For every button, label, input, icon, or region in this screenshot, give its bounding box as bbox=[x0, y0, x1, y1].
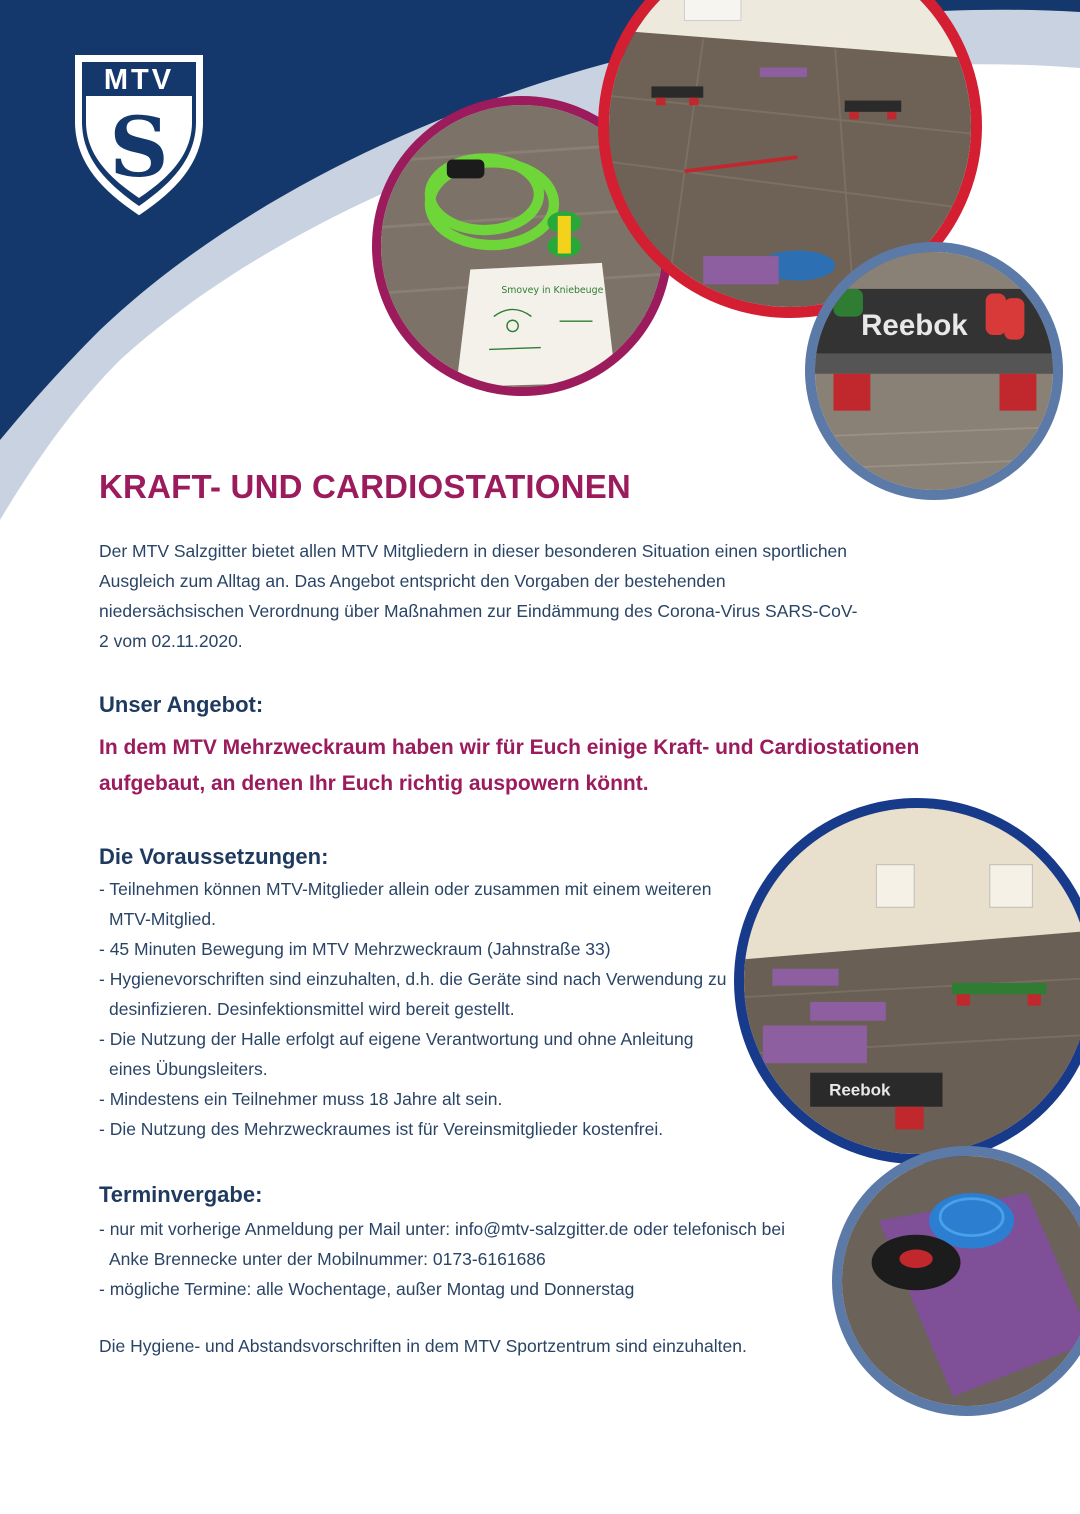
step-brand-text: Reebok bbox=[861, 309, 968, 343]
logo-text: MTV bbox=[103, 64, 175, 96]
requirements-heading: Die Voraussetzungen: bbox=[99, 844, 329, 869]
list-item: - Hygienevorschriften sind einzuhalten, d.h. die Geräte sind nach Verwendung zu desinfizieren. Desinfektionsmittel wird bereit gestellt. bbox=[99, 969, 727, 1019]
list-item: - Die Nutzung der Halle erfolgt auf eigene Verantwortung und ohne Anleitung eines Übungsleiters. bbox=[99, 1029, 694, 1079]
requirements-list bbox=[99, 874, 739, 1144]
multipurpose-room-photo bbox=[734, 798, 1080, 1164]
list-item: - Teilnehmen können MTV-Mitglieder allein oder zusammen mit einem weiteren MTV-Mitglied. bbox=[99, 879, 712, 929]
list-item: - nur mit vorherige Anmeldung per Mail unter: info@mtv-salzgitter.de oder telefonisch bei Anke Brennecke unter der Mobilnummer: 0173-6161686 bbox=[99, 1219, 786, 1269]
sheet-text: Smovey in Kniebeuge bbox=[501, 285, 604, 296]
intro-text: Der MTV Salzgitter bietet allen MTV Mitgliedern in dieser besonderen Situation einen sportlichen Ausgleich zum Alltag an. Das Angebot entspricht den Vorgaben der bestehenden niedersächsischen Verordnung über Maßnahmen zur Eindämmung des Corona-Virus SARS-CoV-2 vom 02.11.2020. bbox=[99, 541, 858, 651]
footer-note: Die Hygiene- und Abstandsvorschriften in dem MTV Sportzentrum sind einzuhalten. bbox=[99, 1336, 747, 1356]
mtv-logo bbox=[72, 52, 206, 218]
list-item: - Mindestens ein Teilnehmer muss 18 Jahre alt sein. bbox=[99, 1089, 503, 1109]
list-item: - Die Nutzung des Mehrzweckraumes ist für Vereinsmitglieder kostenfrei. bbox=[99, 1119, 664, 1139]
offer-text: In dem MTV Mehrzweckraum haben wir für Euch einige Kraft- und Cardiostationen aufgebaut, an denen Ihr Euch richtig auspowern könnt. bbox=[99, 736, 920, 795]
logo-letter: S bbox=[109, 100, 169, 196]
booking-heading: Terminvergabe: bbox=[99, 1182, 263, 1207]
offer-heading: Unser Angebot: bbox=[99, 692, 264, 717]
booking-list bbox=[99, 1214, 789, 1304]
page-title: KRAFT- UND CARDIOSTATIONEN bbox=[99, 468, 631, 505]
list-item: - 45 Minuten Bewegung im MTV Mehrzweckraum (Jahnstraße 33) bbox=[99, 939, 611, 959]
reebok-step-photo bbox=[805, 242, 1063, 500]
room-brand-text: Reebok bbox=[829, 1080, 891, 1100]
list-item: - mögliche Termine: alle Wochentage, außer Montag und Donnerstag bbox=[99, 1279, 635, 1299]
